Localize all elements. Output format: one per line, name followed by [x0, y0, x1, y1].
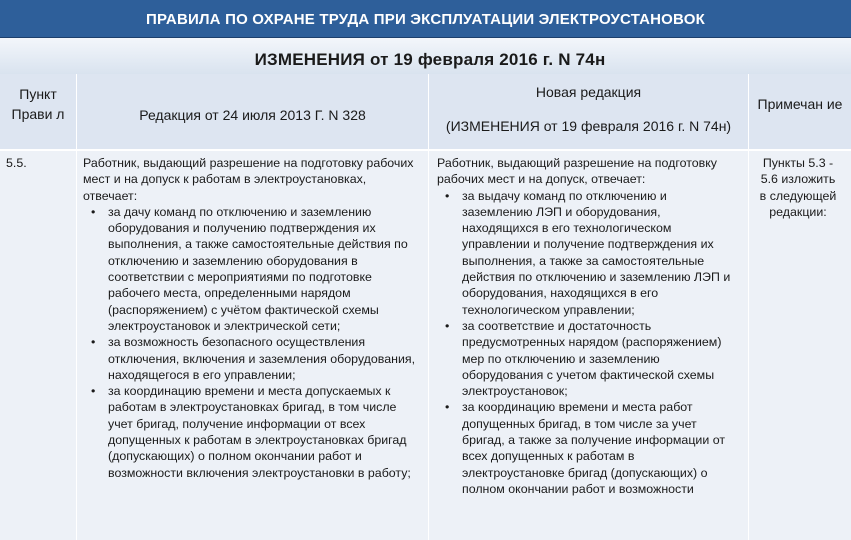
cell-note	[749, 149, 851, 540]
old-bullet-list	[83, 204, 420, 481]
list-item	[83, 204, 420, 334]
bullet-icon: •	[91, 204, 96, 219]
list-item	[83, 383, 420, 481]
old-intro: Работник, выдающий разрешение на подготовку рабочих мест и на допуск к работам в электроустановках, отвечает:	[83, 156, 414, 203]
new-bullet-3: за координацию времени и места работ допущенных бригад, в том числе за учет бригад, а также за получение информации от всех допущенных к работам в электроустановке бригад (допускающих) о полном окончании работ и возможности	[462, 400, 726, 496]
new-intro: Работник, выдающий разрешение на подготовку рабочих мест и на допуск, отвечает:	[437, 156, 717, 187]
point-number: 5.5.	[6, 156, 27, 170]
bullet-icon: •	[445, 400, 450, 415]
new-bullet-1: за выдачу команд по отключению и заземлению ЛЭП и оборудования, находящихся в его технологическом управлении и получение подтверждения их выполнения, а также за самостоятельные действия по отключению и заземлению ЛЭП и оборудования, находящихся в его технологическом управлении;	[462, 188, 731, 317]
old-bullet-2: за возможность безопасного осуществления отключения, включения и заземления оборудования, находящегося в его управлении;	[108, 335, 416, 382]
header-new-edition	[429, 74, 749, 149]
document-title: ПРАВИЛА ПО ОХРАНЕ ТРУДА ПРИ ЭКСПЛУАТАЦИИ ЭЛЕКТРОУСТАНОВОК	[146, 11, 705, 28]
subtitle-bar	[0, 38, 851, 74]
header-new-edition-title: Новая редакция	[535, 84, 642, 100]
old-bullet-3: за координацию времени и места допускаемых к работам в электроустановках бригад, в том числе учет бригад, получение информации от всех допущенных к работам в электроустановках бригад (допускающих) о полном окончании работ и возможности включения электроустановки в работу;	[108, 384, 411, 480]
new-bullet-2: за соответствие и достаточность предусмотренных нарядом (распоряжением) мер по отключению и заземлению оборудования с учетом фактической схемы электроустановок;	[462, 318, 722, 399]
note-text: Пункты 5.3 - 5.6 изложить в следующей редакции:	[759, 156, 837, 219]
old-bullet-1: за дачу команд по отключению и заземлению оборудования и получению подтверждения их выполнения, а также самостоятельные действия по отключению и заземлению оборудования в соответствии с мероприятиями по подготовке рабочего места, определенными нарядом (распоряжением) с учётом фактической схемы электроустановок и электрической сети;	[108, 204, 408, 333]
bullet-icon: •	[445, 188, 450, 203]
cell-new-edition	[429, 149, 749, 540]
title-bar	[0, 0, 851, 38]
document-subtitle: ИЗМЕНЕНИЯ от 19 февраля 2016 г. N 74н	[254, 50, 606, 69]
bullet-icon: •	[91, 384, 96, 399]
list-item	[437, 399, 740, 497]
cell-point	[0, 149, 77, 540]
new-bullet-list	[437, 188, 740, 498]
header-old-edition: Редакция от 24 июля 2013 Г. N 328	[77, 74, 429, 149]
header-point: Пункт Прави л	[0, 74, 77, 149]
comparison-table	[0, 74, 851, 540]
bullet-icon: •	[91, 335, 96, 350]
list-item	[437, 188, 740, 318]
header-note: Примечан ие	[749, 74, 851, 149]
list-item	[83, 334, 420, 383]
header-new-edition-detail: (ИЗМЕНЕНИЯ от 19 февраля 2016 г. N 74н)	[445, 118, 732, 134]
bullet-icon: •	[445, 318, 450, 333]
list-item	[437, 318, 740, 399]
cell-old-edition	[77, 149, 429, 540]
